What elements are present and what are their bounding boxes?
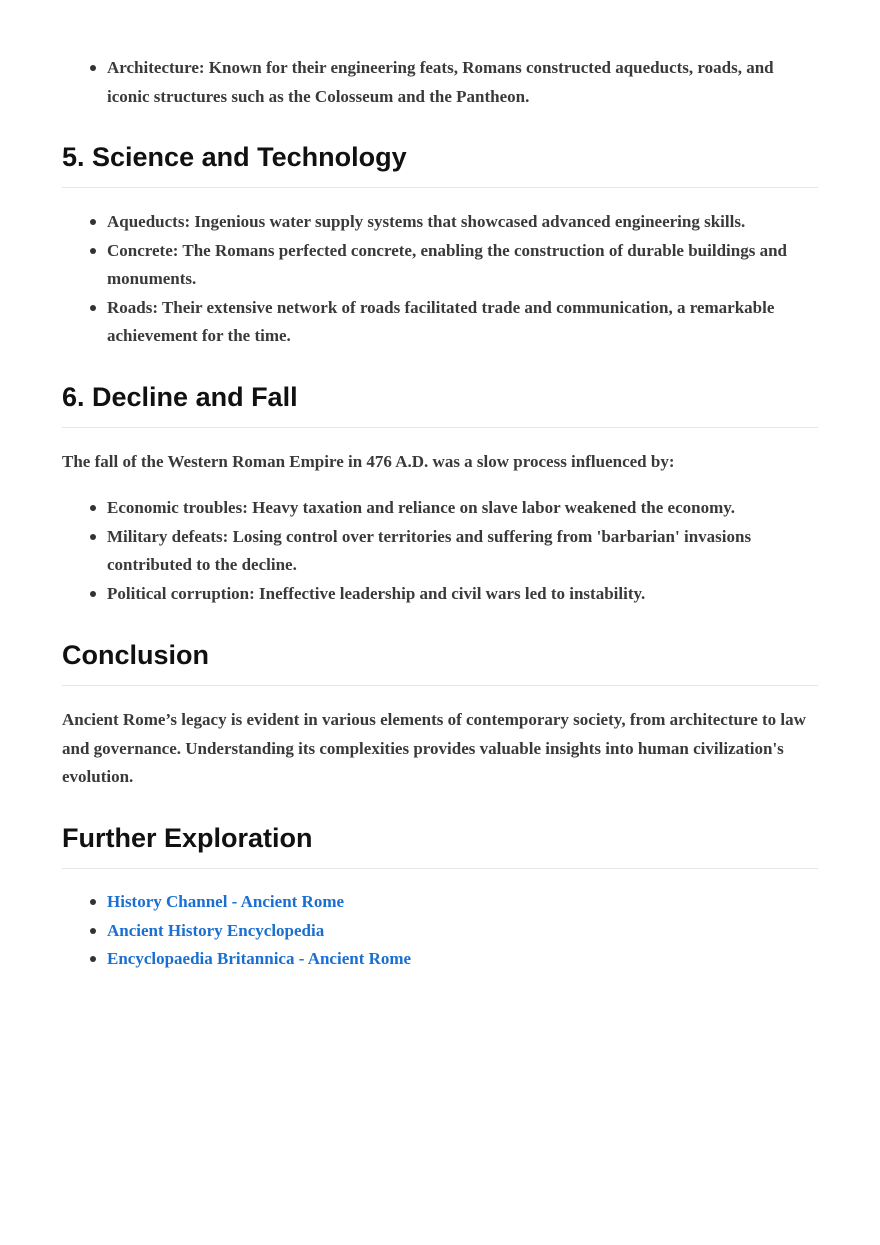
section-heading-further: Further Exploration xyxy=(62,821,818,869)
list-item: Military defeats: Losing control over territories and suffering from 'barbarian' invasions contributed to the decline. xyxy=(62,523,818,580)
section-heading-conclusion: Conclusion xyxy=(62,638,818,686)
intro-list xyxy=(62,54,818,111)
list-item: Roads: Their extensive network of roads facilitated trade and communication, a remarkable achievement for the time. xyxy=(62,294,818,351)
link-ancient-history-encyclopedia[interactable]: Ancient History Encyclopedia xyxy=(107,920,325,940)
list-item: Economic troubles: Heavy taxation and reliance on slave labor weakened the economy. xyxy=(62,494,818,523)
section-heading-decline: 6. Decline and Fall xyxy=(62,380,818,428)
section-heading-science: 5. Science and Technology xyxy=(62,140,818,188)
further-links-list xyxy=(62,888,818,974)
list-item: Political corruption: Ineffective leadership and civil wars led to instability. xyxy=(62,580,818,609)
conclusion-text: Ancient Rome’s legacy is evident in various elements of contemporary society, from architecture to law and governance. Understanding its complexities provides valuable insights into human civilization's evolution. xyxy=(62,710,806,786)
link-history-channel[interactable]: History Channel - Ancient Rome xyxy=(107,892,345,911)
list-item xyxy=(62,945,818,974)
science-list xyxy=(62,208,818,351)
list-item: Concrete: The Romans perfected concrete, enabling the construction of durable buildings and monuments. xyxy=(62,237,818,294)
link-britannica[interactable]: Encyclopaedia Britannica - Ancient Rome xyxy=(107,949,412,968)
list-item: Architecture: Known for their engineering feats, Romans constructed aqueducts, roads, and iconic structures such as the Colosseum and the Pantheon. xyxy=(62,54,818,111)
decline-list xyxy=(62,494,818,608)
list-item xyxy=(62,917,818,946)
list-item: Aqueducts: Ingenious water supply systems that showcased advanced engineering skills. xyxy=(62,208,818,237)
decline-intro: The fall of the Western Roman Empire in 476 A.D. was a slow process influenced by: xyxy=(62,452,675,471)
list-item xyxy=(62,888,818,917)
